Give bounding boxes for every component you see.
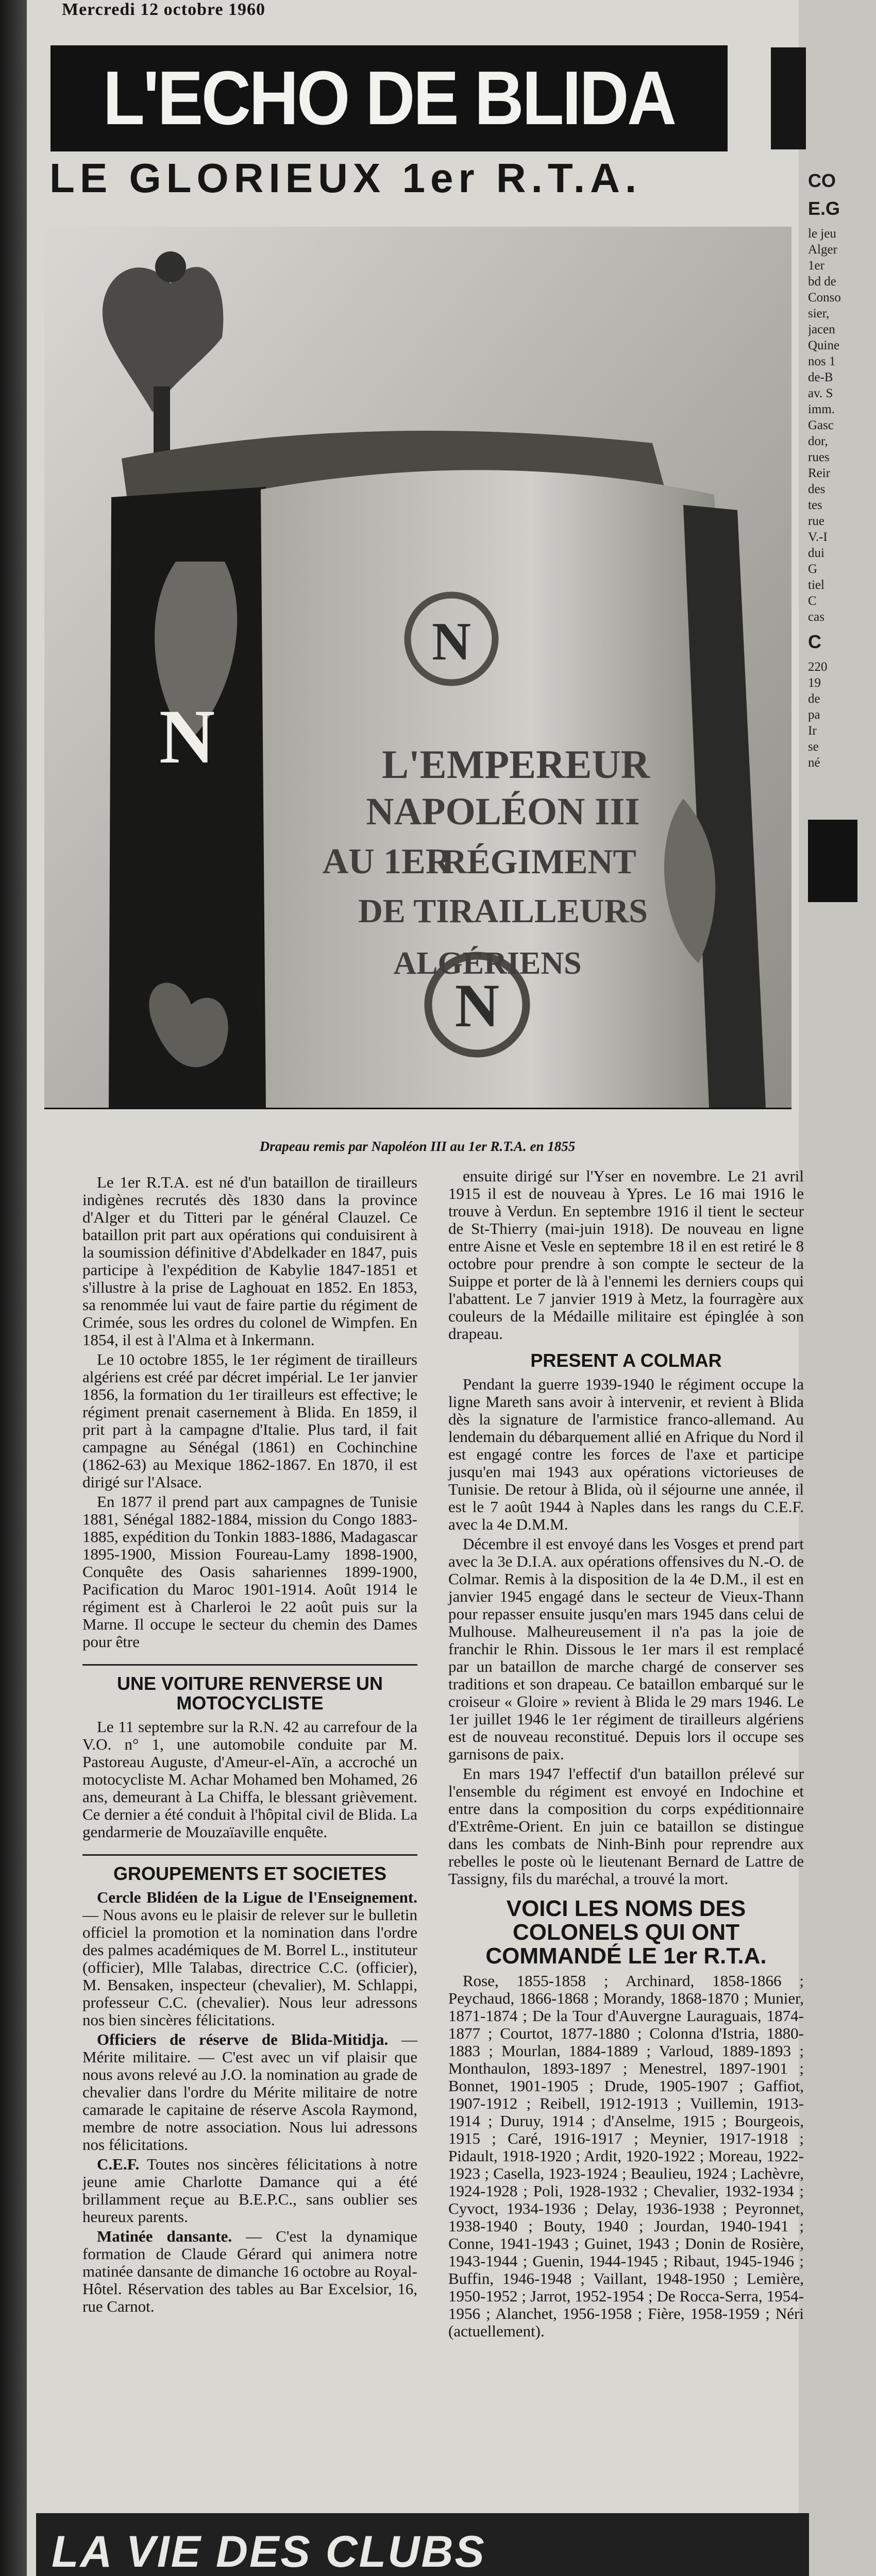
colmar-headline: PRESENT A COLMAR bbox=[530, 1350, 722, 1371]
section-divider bbox=[82, 1854, 417, 1856]
colonels-headline: VOICI LES NOMS DES COLONELS QUI ONT COMMANDÉ LE 1er R.T.A. bbox=[485, 1896, 767, 1969]
cef-paragraph bbox=[82, 2156, 417, 2226]
edge-line: av. S bbox=[808, 386, 833, 400]
edge-line: rues bbox=[808, 450, 830, 464]
cercle-label: Cercle Blidéen de la Ligue de l'Enseignement. bbox=[97, 1888, 417, 1906]
edge-heading: CO bbox=[808, 170, 836, 191]
right-column-header bbox=[771, 47, 806, 149]
edge-line: rue bbox=[808, 514, 824, 528]
history-paragraph: Le 1er R.T.A. est né d'un bataillon de tirailleurs indigènes recrutés dès 1830 dans la province d'Alger et du Titteri par le général Clauzel. Ce bataillon prit part aux opérations qui conduisirent à la soumission définitive d'Abdelkader en 1847, puis participe à l'expédition de Kabylie 1847-1851 et s'illustre à la prise de Laghouat en 1852. En 1853, sa renommée lui vaut de faire partie du régiment de Crimée, sous les ordres du colonel de Wimpfen. En 1854, il est à l'Alma et à Inkermann. bbox=[82, 1173, 417, 1349]
flag-inscription-2: NAPOLÉON III bbox=[366, 790, 640, 833]
edge-line: se bbox=[808, 740, 819, 754]
masthead-title: L'ECHO DE BLIDA bbox=[103, 56, 675, 141]
flag-image bbox=[44, 227, 791, 1108]
regimental-flag-photo bbox=[44, 227, 791, 1109]
colmar-paragraph: Décembre il est envoyé dans les Vosges et prend part avec la 3e D.I.A. aux opérations offensives du N.-O. de Colmar. Remis à la disposition de la 4e D.M., il est en janvier 1945 engagé dans le secteur de Vieux-Thann pour repasser ensuite jusqu'en mars 1945 dans celui de Mulhouse. Malheureusement il n'a pas la joie de franchir le Rhin. Dissous le 1er mars il est remplacé par un bataillon de marche chargé de conserver ses traditions et son drapeau. Ce bataillon embarqué sur le croiseur « Gloire » revient à Blida le 29 mars 1946. Le 1er juillet 1946 le 1er régiment de tirailleurs algériens est de nouveau reconstitué. Depuis lors il occupe ses garnisons de paix. bbox=[448, 1535, 804, 1763]
edge-line: de-B bbox=[808, 370, 833, 384]
flag-inscription-5: DE TIRAILLEURS bbox=[358, 892, 648, 930]
colonels-list: Rose, 1855-1858 ; Archinard, 1858-1866 ; Peychaud, 1866-1868 ; Morandy, 1868-1870 ; Munier, 1871-1874 ; De la Tour d'Auvergne Lauraguais, 1874-1877 ; Courtot, 1877-1880 ; Colonna d'Istria, 1880-1883 ; Mourlan, 1884-1889 ; Varloud, 1889-1893 ; Monthaulon, 1893-1897 ; Menestrel, 1897-1901 ; Bonnet, 1901-1905 ; Drude, 1905-1907 ; Gaffiot, 1907-1912 ; Reibell, 1912-1913 ; Vuillemin, 1913-1914 ; Duruy, 1914 ; d'Anselme, 1915 ; Bourgeois, 1915 ; Caré, 1916-1917 ; Meynier, 1917-1918 ; Pidault, 1918-1920 ; Ardit, 1920-1922 ; Moreau, 1922-1923 ; Casella, 1923-1924 ; Beaulieu, 1924 ; Lachèvre, 1924-1928 ; Poli, 1928-1932 ; Chevalier, 1932-1934 ; Cyvoct, 1934-1936 ; Delay, 1936-1938 ; Peyronnet, 1938-1940 ; Bouty, 1940 ; Jourdan, 1940-1941 ; Conne, 1941-1943 ; Guinet, 1943 ; Donin de Rosière, 1943-1944 ; Guenin, 1944-1945 ; Ribaut, 1945-1946 ; Buffin, 1946-1948 ; Vaillant, 1948-1950 ; Lemière, 1950-1952 ; Jarrot, 1952-1954 ; De Rocca-Serra, 1954-1956 ; Alanchet, 1956-1958 ; Fière, 1958-1959 ; Néri (actuellement). bbox=[448, 1972, 804, 2340]
matinee-text: — C'est la dynamique formation de Claude Gérard qui animera notre matinée dansante de dimanche 16 octobre au Royal-Hôtel. Réservation des tables au Bar Excelsior, 16, rue Carnot. bbox=[82, 2227, 417, 2315]
edge-line: nos 1 bbox=[808, 354, 836, 368]
officiers-label: Officiers de réserve de Blida-Mitidja. bbox=[97, 2030, 389, 2048]
history-paragraph: En 1877 il prend part aux campagnes de Tunisie 1881, Sénégal 1882-1884, mission du Congo 1883-1885, expédition du Tonkin 1883-1886, Madagascar 1895-1900, Mission Foureau-Lamy 1898-1900, Conquête des Oasis sahariennes 1899-1900, Pacification du Maroc 1901-1914. Août 1914 le régiment est à Charleroi le 22 août puis sur la Marne. Il occupe le secteur du chemin des Dames pour être bbox=[82, 1493, 417, 1651]
left-monogram: N bbox=[159, 694, 215, 779]
matinee-paragraph bbox=[82, 2228, 417, 2315]
history-paragraph: Le 10 octobre 1855, le 1er régiment de tirailleurs algériens est créé par décret impérial. Le 1er janvier 1856, la formation du 1er tirailleurs est effective; le régiment prenait casernement à Blida. En 1859, il prit part à la campagne d'Italie. Plus tard, il fait campagne au Sénégal (1861) en Cochinchine (1862-63) au Mexique 1862-1867. En 1870, il est dirigé sur l'Alsace. bbox=[82, 1350, 417, 1491]
edge-line: 19 bbox=[808, 676, 821, 690]
cropped-right-column bbox=[808, 164, 857, 1117]
flag-body bbox=[261, 470, 753, 1108]
main-headline: LE GLORIEUX 1er R.T.A. bbox=[49, 155, 642, 201]
edge-line: Alger bbox=[808, 243, 837, 257]
edge-line: cas bbox=[808, 610, 824, 624]
page-binding bbox=[0, 0, 27, 2576]
edge-line: le jeu bbox=[808, 227, 836, 241]
edge-line: V.-I bbox=[808, 530, 828, 544]
edge-line: dor, bbox=[808, 434, 828, 448]
edge-line: des bbox=[808, 482, 826, 496]
officiers-text: — Mérite militaire. — C'est avec un vif plaisir que nous avons relevé au J.O. la nomination au grade de chevalier dans l'ordre du Mérite militaire de notre camarade le capitaine de réserve Ascola Raymond, membre de notre association. Nous lui adressons nos félicitations. bbox=[82, 2030, 418, 2154]
edge-line: imm. bbox=[808, 402, 835, 416]
edge-line: dui bbox=[808, 546, 824, 560]
middle-column bbox=[448, 1167, 804, 2342]
matinee-label: Matinée dansante. bbox=[97, 2227, 232, 2245]
edge-line: Conso bbox=[808, 291, 841, 304]
edge-heading: E.G bbox=[808, 198, 840, 219]
edge-heading: C bbox=[808, 631, 821, 652]
cercle-text: — Nous avons eu le plaisir de relever sur le bulletin officiel la promotion et la nomination dans l'ordre des palmes académiques de M. Borrel L., instituteur (officier), Mlle Talabas, directrice C.C. (officier), M. Bensaken, inspecteur (chevalier), M. Schlappi, professeur C.C. (chevalier). Nous leur adressons nos bien sincères félicitations. bbox=[82, 1906, 417, 2029]
photo-caption: Drapeau remis par Napoléon III au 1er R.T.A. en 1855 bbox=[259, 1139, 576, 1154]
flag-inscription-4: RÉGIMENT bbox=[442, 842, 636, 881]
masthead bbox=[50, 45, 728, 151]
edge-line: Reir bbox=[808, 466, 831, 480]
eagle-head bbox=[155, 251, 186, 282]
accident-headline: UNE VOITURE RENVERSE UN MOTOCYCLISTE bbox=[116, 1673, 383, 1714]
edge-line: né bbox=[808, 756, 820, 770]
cercle-paragraph bbox=[82, 1889, 417, 2029]
edge-line: bd de bbox=[808, 275, 836, 289]
flag-inscription-6: ALGÉRIENS bbox=[393, 946, 582, 981]
colmar-paragraph: En mars 1947 l'effectif d'un bataillon prélevé sur l'ensemble du régiment est envoyé en Indochine et entre dans la composition du corps expéditionnaire d'Extrême-Orient. En juin ce bataillon se distingue dans les combats de Ninh-Binh pour reprendre aux rebelles le poste où le lieutenant Bernard de Lattre de Tassigny, fils du maréchal, a trouvé la mort. bbox=[448, 1765, 804, 1888]
edge-line: Quine bbox=[808, 338, 840, 352]
cef-label: C.E.F. bbox=[97, 2155, 140, 2173]
accident-paragraph: Le 11 septembre sur la R.N. 42 au carrefour de la V.O. n° 1, une automobile conduite par M. Pastoreau Auguste, d'Ameur-el-Aïn, a accroché un motocycliste M. Achar Mohamed ben Mohamed, 26 ans, demeurant à La Chiffa, le blessant grièvement. Ce dernier a été conduit à l'hôpital civil de Blida. La gendarmerie de Mouzaïaville enquête. bbox=[82, 1718, 417, 1841]
cef-text: Toutes nos sincères félicitations à notre jeune amie Charlotte Damance qui a été brillamment reçue au B.E.P.C., sans oublier ses heureux parents. bbox=[82, 2155, 417, 2226]
flag-inscription-3: AU 1ER bbox=[322, 842, 452, 882]
edge-line: 1er bbox=[808, 259, 824, 273]
bottom-banner bbox=[36, 2513, 809, 2576]
flag-inscription-1: L'EMPEREUR bbox=[381, 742, 650, 787]
section-divider bbox=[82, 1664, 417, 1666]
edge-line: de bbox=[808, 692, 820, 706]
officiers-paragraph bbox=[82, 2031, 417, 2154]
edge-line: tes bbox=[808, 498, 822, 512]
edge-line: sier, bbox=[808, 307, 830, 320]
edge-line: Ir bbox=[808, 724, 817, 738]
bottom-banner-title: LA VIE DES CLUBS bbox=[52, 2527, 486, 2576]
edge-line: 220 bbox=[808, 660, 828, 674]
groups-headline: GROUPEMENTS ET SOCIETES bbox=[113, 1863, 387, 1884]
history-continuation: ensuite dirigé sur l'Yser en novembre. Le 21 avril 1915 il est de nouveau à Ypres. Le 16 mai 1916 le trouve à Verdun. En septembre 1916 il tient le secteur de St-Thierry (mai-juin 1918). De nouveau en ligne entre Aisne et Vesle en septembre 18 il en est retiré le 8 octobre pour prendre à son compte le secteur de la Suippe et porter de là à l'ennemi les derniers coups qui l'abattent. Le 7 janvier 1919 à Metz, la fourragère aux couleurs de la Médaille militaire est épinglée à son drapeau. bbox=[448, 1167, 804, 1343]
edge-line: Gasc bbox=[808, 418, 834, 432]
colmar-paragraph: Pendant la guerre 1939-1940 le régiment occupe la ligne Mareth sans avoir à intervenir, et revient à Blida dès la signature de l'armistice franco-allemand. Au lendemain du débarquement allié en Afrique du Nord il est engagé contre les forces de l'axe et participe jusqu'en mai 1943 aux opérations victorieuses de Tunisie. De retour à Blida, où il séjourne une année, il est le 7 août 1944 à Naples dans les rangs du C.E.F. avec la 4e D.M.M. bbox=[448, 1375, 804, 1533]
left-column bbox=[82, 1174, 417, 2317]
edge-line: pa bbox=[808, 708, 820, 722]
edge-line: jacen bbox=[808, 323, 835, 336]
bottom-monogram: N bbox=[454, 971, 500, 1040]
date-line: Mercredi 12 octobre 1960 bbox=[62, 0, 266, 19]
top-monogram: N bbox=[432, 611, 471, 671]
edge-line: tiel bbox=[808, 578, 824, 592]
edge-black-block bbox=[808, 820, 857, 902]
edge-line: C bbox=[808, 594, 817, 608]
edge-line: G bbox=[808, 562, 818, 576]
